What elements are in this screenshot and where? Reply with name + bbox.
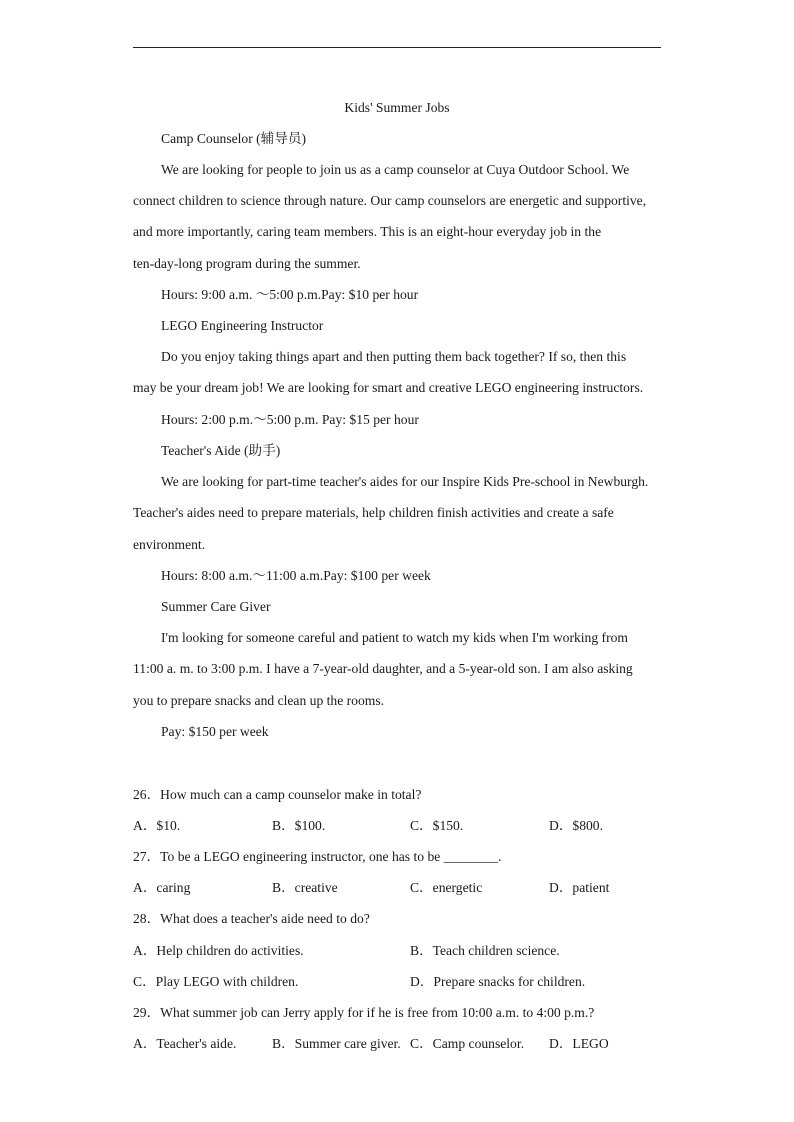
header-rule [133, 47, 661, 48]
job-hours-pay: Hours: 2:00 p.m.～5:00 p.m. Pay: $15 per hour [161, 412, 419, 427]
job-desc-line: Do you enjoy taking things apart and then putting them back together? If so, then this [161, 349, 627, 364]
job-desc-line: and more importantly, caring team members. This is an eight-hour everyday job in the [133, 224, 602, 239]
job-desc-line: We are looking for part-time teacher's aides for our Inspire Kids Pre-school in Newburgh. [161, 474, 649, 489]
question-stem: 27．To be a LEGO engineering instructor, one has to be ________. [133, 849, 502, 864]
job-desc-line: 11:00 a. m. to 3:00 p.m. I have a 7-year-old daughter, and a 5-year-old son. I am also asking [133, 661, 633, 676]
option-b: B．Summer care giver. [272, 1036, 401, 1051]
option-a: A．Help children do activities. [133, 943, 304, 958]
option-a: A．caring [133, 880, 191, 895]
job-hours-pay: Hours: 8:00 a.m.～11:00 a.m.Pay: $100 per week [161, 568, 431, 583]
job-heading-summer-care-giver: Summer Care Giver [161, 599, 271, 614]
option-d: D．patient [549, 880, 610, 895]
job-heading-camp-counselor: Camp Counselor (辅导员) [161, 131, 306, 146]
question-stem: 28．What does a teacher's aide need to do? [133, 911, 370, 926]
option-c: C．$150. [410, 818, 464, 833]
option-b: B．Teach children science. [410, 943, 560, 958]
job-desc-line: We are looking for people to join us as a camp counselor at Cuya Outdoor School. We [161, 162, 630, 177]
option-c: C．energetic [410, 880, 483, 895]
job-desc-line: may be your dream job! We are looking for smart and creative LEGO engineering instructors. [133, 380, 644, 395]
option-d: D．$800. [549, 818, 603, 833]
job-hours-pay: Pay: $150 per week [161, 724, 269, 739]
job-desc-line: connect children to science through nature. Our camp counselors are energetic and supportive, [133, 193, 647, 208]
option-c: C．Play LEGO with children. [133, 974, 299, 989]
job-desc-line: Teacher's aides need to prepare materials, help children finish activities and create a safe [133, 505, 614, 520]
page-title: Kids' Summer Jobs [344, 100, 450, 115]
option-d: D．Prepare snacks for children. [410, 974, 586, 989]
option-d: D．LEGO [549, 1036, 609, 1051]
job-desc-line: environment. [133, 537, 206, 552]
job-desc-line: you to prepare snacks and clean up the rooms. [133, 693, 385, 708]
option-a: A．Teacher's aide. [133, 1036, 237, 1051]
option-b: B．creative [272, 880, 338, 895]
question-stem: 26．How much can a camp counselor make in total? [133, 787, 422, 802]
job-heading-teachers-aide: Teacher's Aide (助手) [161, 443, 281, 458]
job-heading-lego-instructor: LEGO Engineering Instructor [161, 318, 324, 333]
job-desc-line: I'm looking for someone careful and patient to watch my kids when I'm working from [161, 630, 628, 645]
job-desc-line: ten-day-long program during the summer. [133, 256, 361, 271]
option-b: B．$100. [272, 818, 326, 833]
option-a: A．$10. [133, 818, 181, 833]
job-hours-pay: Hours: 9:00 a.m. ～5:00 p.m.Pay: $10 per hour [161, 287, 419, 302]
question-stem: 29．What summer job can Jerry apply for if he is free from 10:00 a.m. to 4:00 p.m.? [133, 1005, 595, 1020]
option-c: C．Camp counselor. [410, 1036, 525, 1051]
